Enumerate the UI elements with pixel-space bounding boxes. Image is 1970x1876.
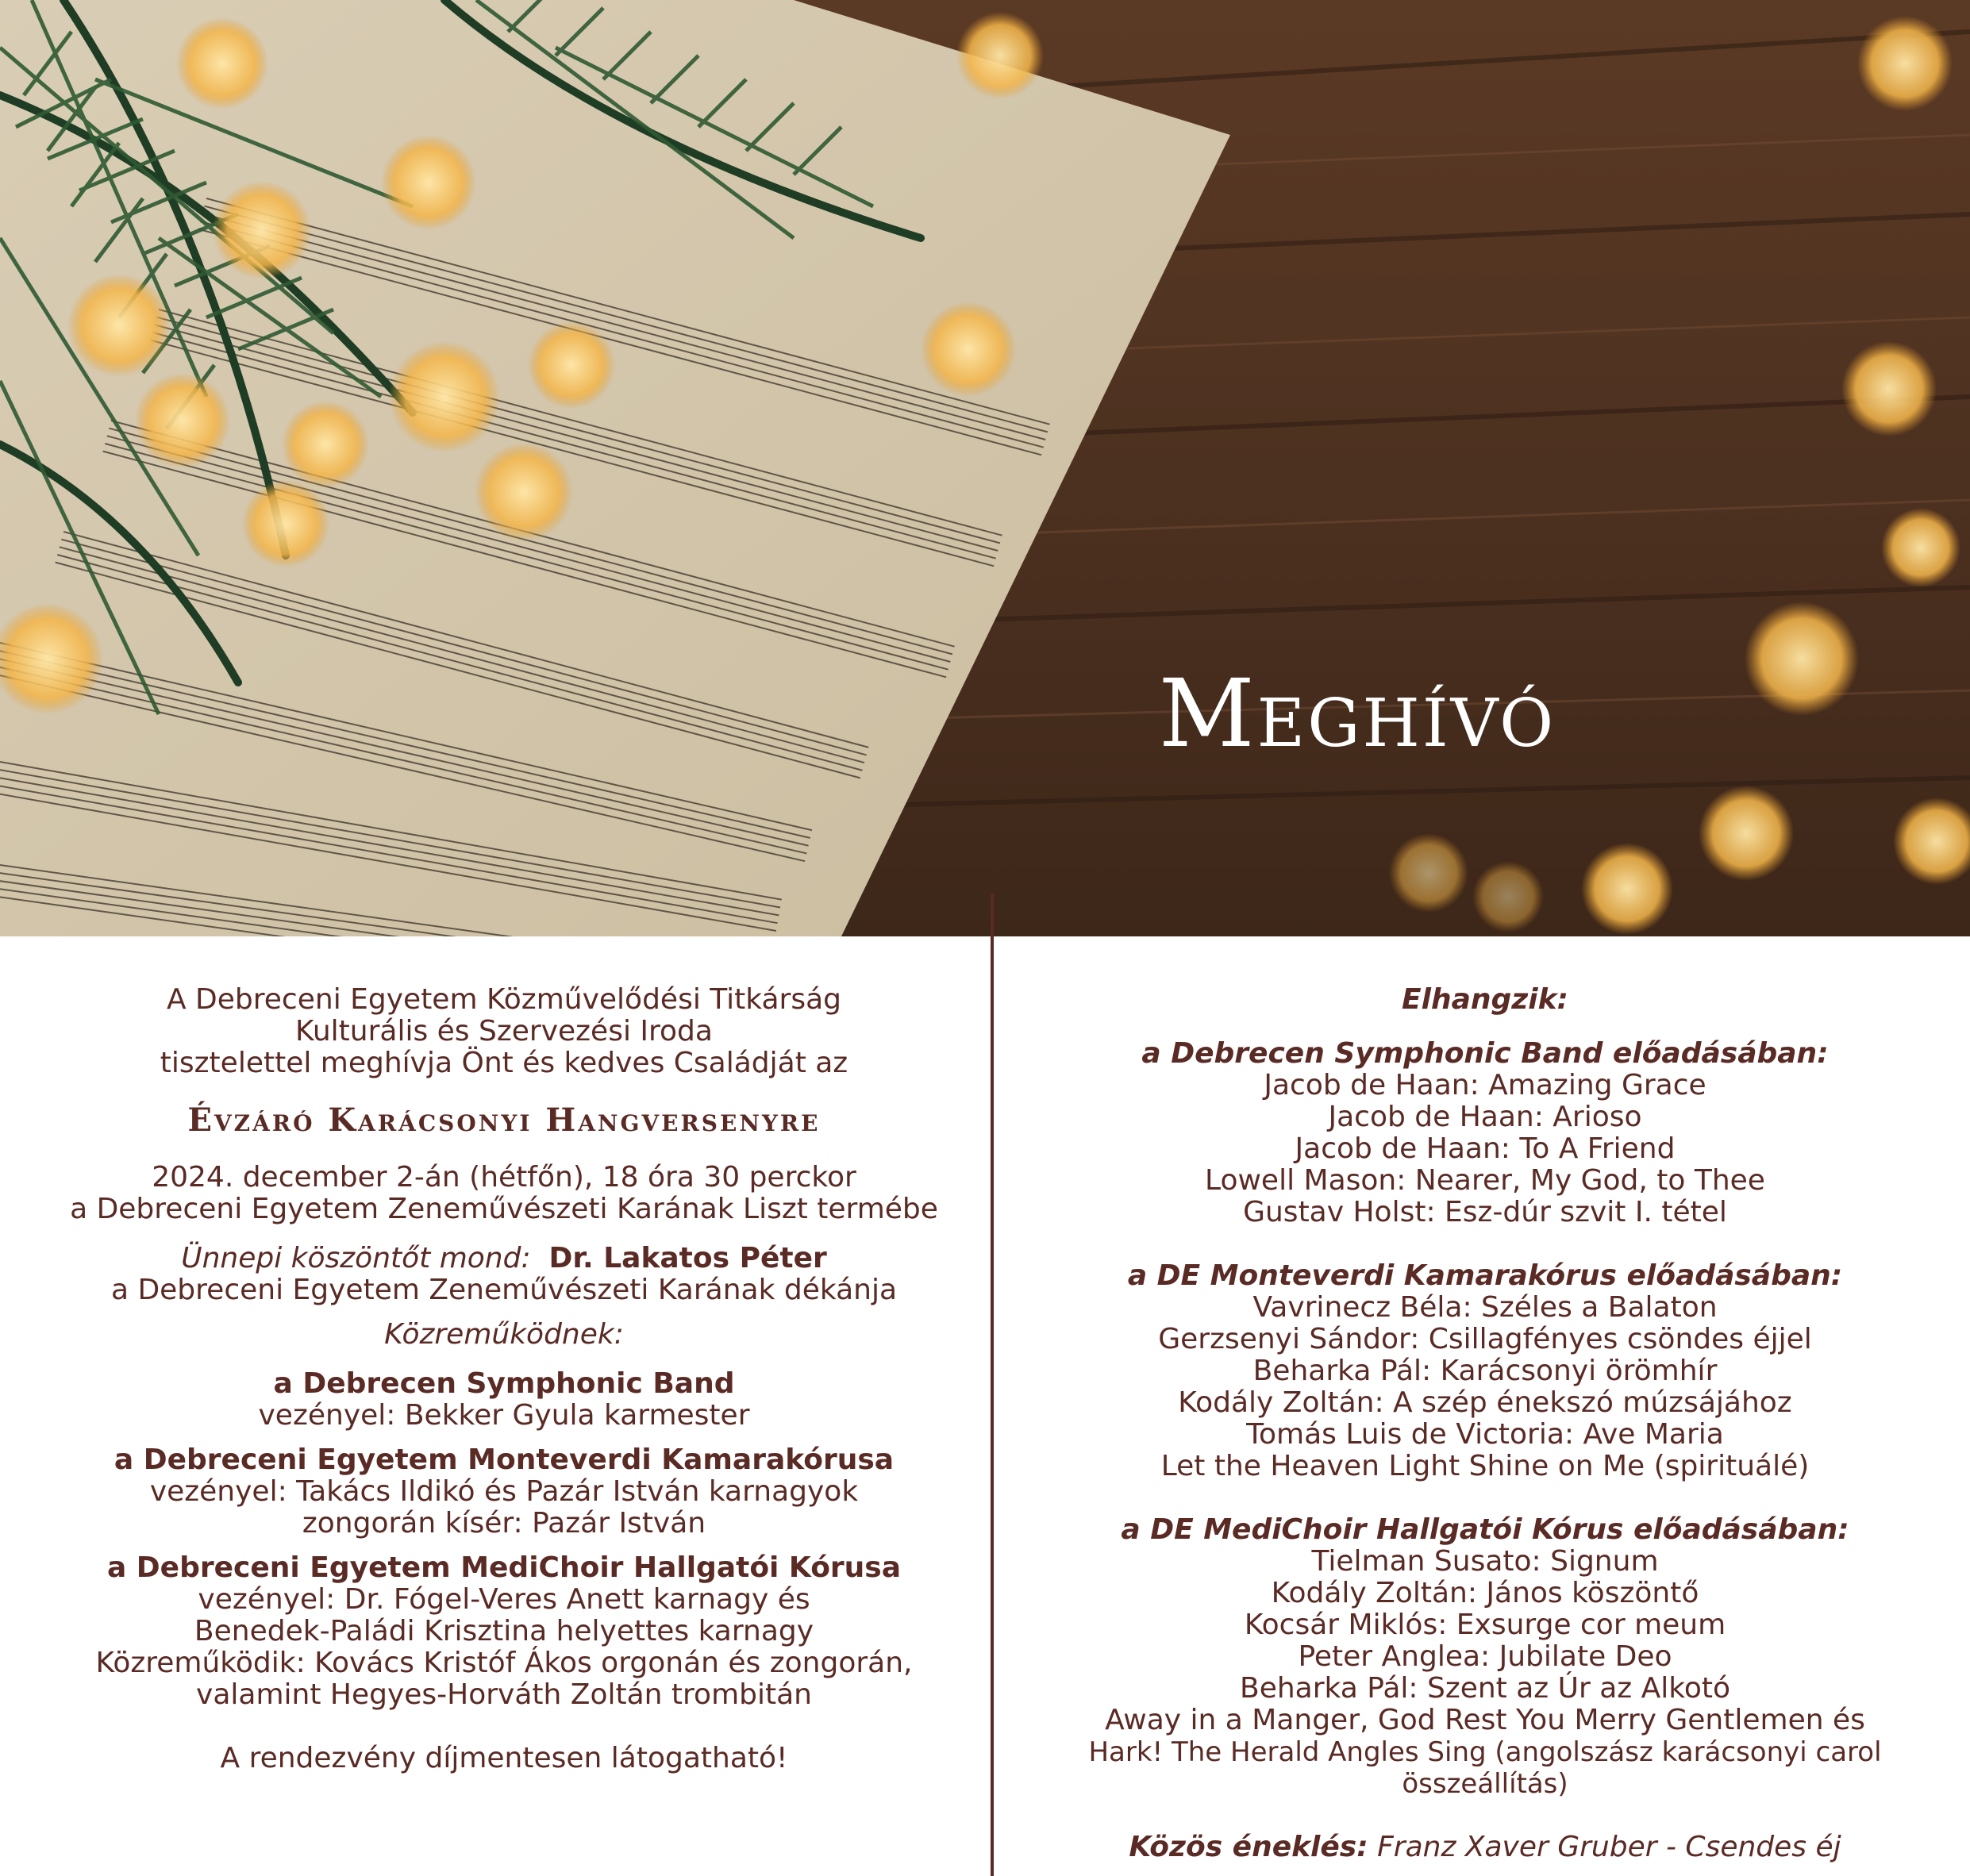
program-section-label: a DE MediChoir Hallgatói Kórus előadásában: bbox=[1121, 1513, 1849, 1546]
program-item: Kodály Zoltán: János köszöntő bbox=[1271, 1577, 1699, 1609]
program-item: Kodály Zoltán: A szép énekszó múzsájához bbox=[1178, 1386, 1792, 1419]
program-list bbox=[1013, 984, 1957, 1863]
program-item: Hark! The Herald Angles Sing (angolszász karácsonyi carol összeállítás) bbox=[1088, 1736, 1882, 1800]
singalong-text: Franz Xaver Gruber - Csendes éj bbox=[1377, 1831, 1841, 1863]
ensemble-detail: vezényel: Bekker Gyula karmester bbox=[258, 1399, 750, 1432]
program-heading: Elhangzik: bbox=[1402, 983, 1568, 1016]
ensemble-detail: zongorán kísér: Pazár István bbox=[302, 1507, 706, 1540]
event-datetime: 2024. december 2-án (hétfőn), 18 óra 30 perckor bbox=[152, 1161, 856, 1194]
singalong-line bbox=[1013, 1832, 1957, 1863]
program-section-label: a DE Monteverdi Kamarakórus előadásában: bbox=[1127, 1259, 1843, 1292]
program-item: Beharka Pál: Szent az Úr az Alkotó bbox=[1240, 1672, 1730, 1705]
program-item: Lowell Mason: Nearer, My God, to Thee bbox=[1205, 1164, 1765, 1197]
greeting-role: a Debreceni Egyetem Zeneművészeti Karának dékánja bbox=[110, 1274, 898, 1306]
program-item: Peter Anglea: Jubilate Deo bbox=[1298, 1640, 1672, 1673]
intro-line: Kulturális és Szervezési Iroda bbox=[295, 1015, 713, 1048]
greeting-line bbox=[16, 1243, 992, 1274]
event-venue: a Debreceni Egyetem Zeneművészeti Karának Liszt termébe bbox=[70, 1193, 938, 1225]
program-item: Vavrinecz Béla: Széles a Balaton bbox=[1252, 1291, 1718, 1324]
program-section-label: a Debrecen Symphonic Band előadásában: bbox=[1141, 1037, 1829, 1070]
free-entry-note: A rendezvény díjmentesen látogatható! bbox=[220, 1742, 788, 1774]
sheet-music-paper bbox=[0, 0, 1230, 936]
ensemble-name: a Debreceni Egyetem Monteverdi Kamarakórusa bbox=[114, 1444, 895, 1476]
header-photo bbox=[0, 0, 1970, 936]
program-item: Kocsár Miklós: Exsurge cor meum bbox=[1244, 1609, 1726, 1641]
program-item: Jacob de Haan: Amazing Grace bbox=[1264, 1069, 1706, 1101]
intro-line: A Debreceni Egyetem Közművelődési Titkárság bbox=[166, 983, 842, 1016]
program-item: Gustav Holst: Esz-dúr szvit I. tétel bbox=[1243, 1196, 1727, 1228]
ensemble-name: a Debrecen Symphonic Band bbox=[273, 1367, 735, 1400]
event-title: Évzáró Karácsonyi Hangversenyre bbox=[187, 1101, 821, 1139]
greeting-name: Dr. Lakatos Péter bbox=[548, 1242, 827, 1274]
performers-label: Közreműködnek: bbox=[384, 1318, 624, 1351]
christmas-sheet-music-illustration bbox=[0, 0, 1970, 936]
program-item: Jacob de Haan: Arioso bbox=[1328, 1101, 1642, 1133]
singalong-label: Közös éneklés: bbox=[1129, 1831, 1368, 1863]
ensemble-detail: Közreműködik: Kovács Kristóf Ákos orgonán és zongorán, bbox=[95, 1647, 913, 1679]
program-item: Jacob de Haan: To A Friend bbox=[1295, 1132, 1676, 1165]
program-item: Let the Heaven Light Shine on Me (spirituálé) bbox=[1160, 1450, 1810, 1482]
greeting-label: Ünnepi köszöntőt mond: bbox=[181, 1242, 531, 1274]
page-title bbox=[1095, 659, 1619, 768]
program-item: Away in a Manger, God Rest You Merry Gentlemen és bbox=[1105, 1704, 1865, 1736]
program-item: Tomás Luis de Victoria: Ave Maria bbox=[1246, 1418, 1724, 1451]
ensemble-detail: Benedek-Paládi Krisztina helyettes karnagy bbox=[194, 1615, 814, 1647]
ensemble-detail: valamint Hegyes-Horváth Zoltán trombitán bbox=[196, 1678, 812, 1711]
title-text: Meghívó bbox=[1158, 659, 1556, 768]
ensemble-detail: vezényel: Takács Ildikó és Pazár István karnagyok bbox=[149, 1475, 859, 1508]
invitation-details bbox=[16, 984, 992, 1774]
program-item: Tielman Susato: Signum bbox=[1311, 1545, 1659, 1578]
ensemble-detail: vezényel: Dr. Fógel-Veres Anett karnagy és bbox=[198, 1583, 810, 1616]
intro-line: tisztelettel meghívja Önt és kedves Családját az bbox=[160, 1047, 848, 1079]
program-item: Beharka Pál: Karácsonyi örömhír bbox=[1252, 1355, 1718, 1387]
ensemble-name: a Debreceni Egyetem MediChoir Hallgatói Kórusa bbox=[106, 1551, 902, 1584]
program-item: Gerzsenyi Sándor: Csillagfényes csöndes éjjel bbox=[1158, 1323, 1812, 1355]
